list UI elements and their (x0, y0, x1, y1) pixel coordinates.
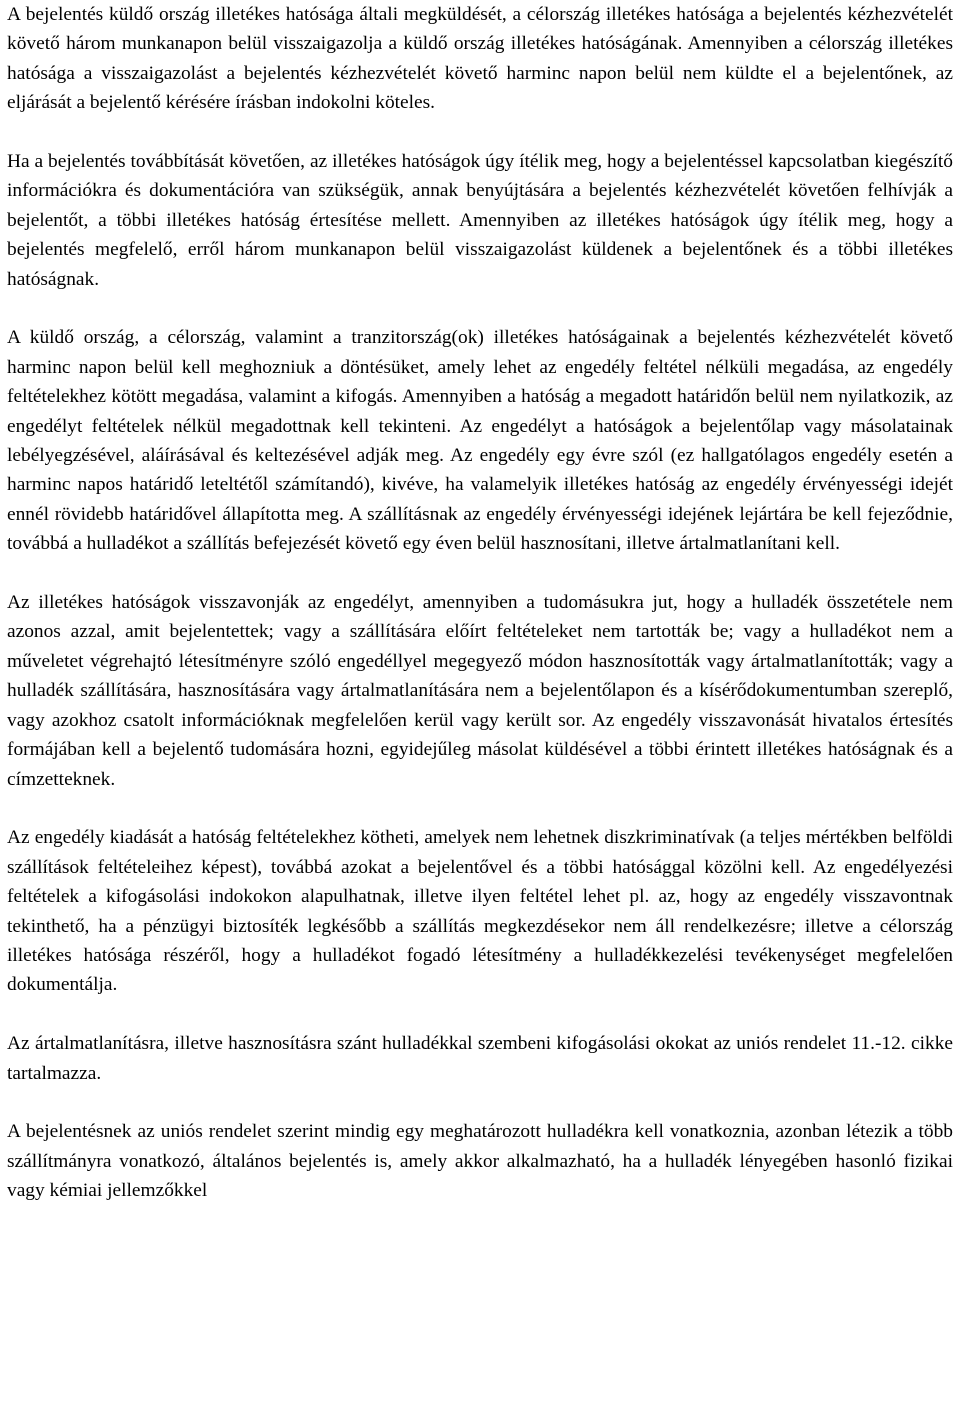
paragraph-objection-grounds: Az ártalmatlanításra, illetve hasznosításra szánt hulladékkal szembeni kifogásolási okokat az uniós rendelet 11.-12. cikke tartalmazza. (7, 1033, 953, 1084)
paragraph-permit-conditions: Az engedély kiadását a hatóság feltételekhez kötheti, amelyek nem lehetnek diszkriminatívak (a teljes mértékben belföldi szállítások feltételeihez képest), továbbá azokat a bejelentővel és a többi hatósággal közölni kell. Az engedélyezési feltételek a kifogásolási indokokon alapulhatnak, illetve ilyen feltétel lehet pl. az, hogy az engedély visszavontnak tekinthető, ha a pénzügyi biztosíték legkésőbb a szállítás megkezdésekor nem áll rendelkezésre; illetve a célország illetékes hatósága részéről, hogy a hulladékot fogadó létesítmény a hulladékkezelési tevékenységet megfelelően dokumentálja. (7, 827, 953, 996)
paragraph-general-notification: A bejelentésnek az uniós rendelet szerint mindig egy meghatározott hulladékra kell vonatkoznia, azonban létezik a több szállítmányra vonatkozó, általános bejelentés is, amely akkor alkalmazható, ha a hulladék lényegében hasonló fizikai vagy kémiai jellemzőkkel (7, 1121, 953, 1202)
paragraph-notification-acknowledgement: A bejelentés küldő ország illetékes hatósága általi megküldését, a célország illetékes hatósága a bejelentés kézhezvételét követő három munkanapon belül visszaigazolja a küldő ország illetékes hatóságának. Amennyiben a célország illetékes hatósága a visszaigazolást a bejelentés kézhezvételét követő harminc napon belül nem küldte el a bejelentőnek, az eljárását a bejelentő kérésére írásban indokolni köteles. (7, 4, 953, 114)
paragraph-additional-information: Ha a bejelentés továbbítását követően, az illetékes hatóságok úgy ítélik meg, hogy a bejelentéssel kapcsolatban kiegészítő információkra és dokumentációra van szükségük, annak benyújtására a bejelentés kézhezvételét követően felhívják a bejelentőt, a többi illetékes hatóság értesítése mellett. Amennyiben az illetékes hatóságok úgy ítélik meg, hogy a bejelentés megfelelő, erről három munkanapon belül visszaigazolást küldenek a bejelentőnek és a többi illetékes hatóságnak. (7, 151, 953, 290)
paragraph-permit-revocation: Az illetékes hatóságok visszavonják az engedélyt, amennyiben a tudomásukra jut, hogy a hulladék összetétele nem azonos azzal, amit bejelentettek; vagy a szállítására előírt feltételeket nem tartották be; vagy a hulladékot nem a műveletet végrehajtó létesítményre szóló engedéllyel megegyező módon hasznosították vagy ártalmatlanították; vagy a hulladék szállítására, hasznosítására vagy ártalmatlanítására nem a bejelentőlapon és a kísérődokumentumban szereplő, vagy azokhoz csatolt információknak megfelelően kerül vagy került sor. Az engedély visszavonását hivatalos értesítés formájában kell a bejelentő tudomására hozni, egyidejűleg másolat küldésével a többi érintett illetékes hatóságnak és a címzetteknek. (7, 592, 953, 790)
paragraph-decision-deadline: A küldő ország, a célország, valamint a tranzitország(ok) illetékes hatóságainak a bejelentés kézhezvételét követő harminc napon belül kell meghozniuk a döntésüket, amely lehet az engedély feltétel nélküli megadása, az engedély feltételekhez kötött megadása, valamint a kifogás. Amennyiben a hatóság a megadott határidőn belül nem nyilatkozik, az engedélyt feltételek nélkül megadottnak kell tekinteni. Az engedélyt a hatóságok a bejelentőlap vagy másolatainak lebélyegzésével, aláírásával és keltezésével adják meg. Az engedély egy évre szól (ez hallgatólagos engedély esetén a harminc napos határidő leteltétől számítandó), kivéve, ha valamelyik illetékes hatóság az engedély érvényességi idejét ennél rövidebb határidővel állapította meg. A szállításnak az engedély érvényességi idejének lejártára be kell fejeződnie, továbbá a hulladékot a szállítás befejezését követő egy éven belül hasznosítani, illetve ártalmatlanítani kell. (7, 327, 953, 555)
document-page (7, 0, 953, 1206)
